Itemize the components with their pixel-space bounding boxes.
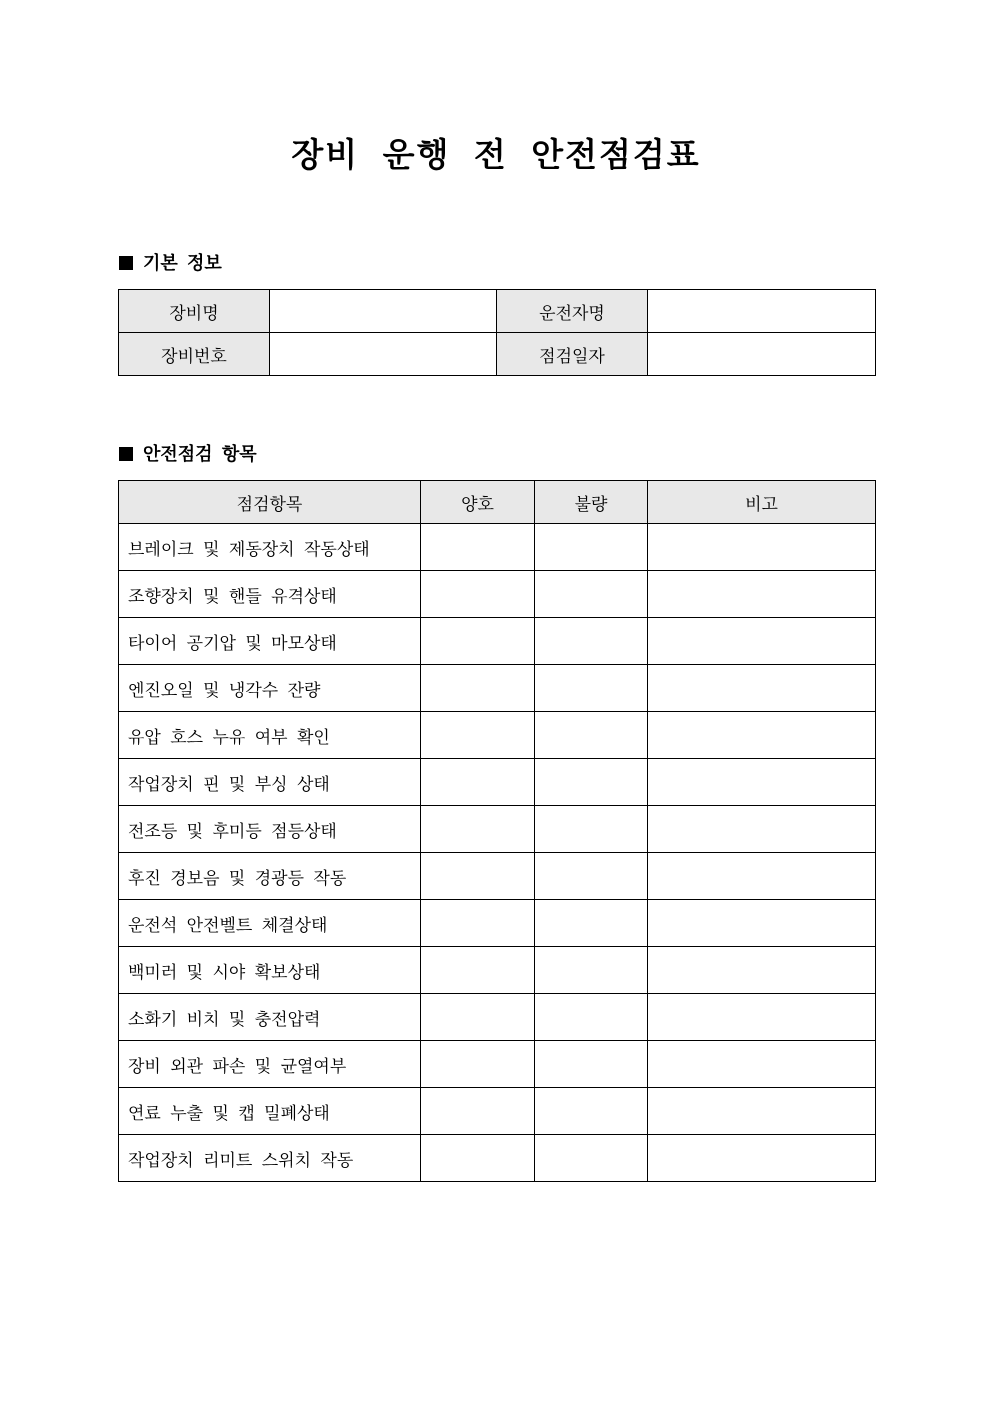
- good-cell[interactable]: [421, 1041, 535, 1088]
- bad-cell[interactable]: [535, 994, 648, 1041]
- remarks-cell[interactable]: [648, 853, 876, 900]
- bad-cell[interactable]: [535, 853, 648, 900]
- column-header-item: 점검항목: [119, 481, 421, 524]
- check-item-label: 소화기 비치 및 충전압력: [119, 994, 421, 1041]
- table-row: [119, 853, 876, 900]
- check-item-label: 백미러 및 시야 확보상태: [119, 947, 421, 994]
- table-row: [119, 1135, 876, 1182]
- driver-name-label: 운전자명: [497, 290, 648, 333]
- check-item-label: 작업장치 리미트 스위치 작동: [119, 1135, 421, 1182]
- check-item-label: 작업장치 핀 및 부싱 상태: [119, 759, 421, 806]
- safety-check-heading: [119, 443, 257, 467]
- bad-cell[interactable]: [535, 618, 648, 665]
- column-header-bad: 불량: [535, 481, 648, 524]
- remarks-cell[interactable]: [648, 712, 876, 759]
- good-cell[interactable]: [421, 665, 535, 712]
- good-cell[interactable]: [421, 994, 535, 1041]
- table-row: [119, 665, 876, 712]
- driver-name-field[interactable]: [648, 290, 876, 333]
- remarks-cell[interactable]: [648, 900, 876, 947]
- bad-cell[interactable]: [535, 900, 648, 947]
- check-item-label: 엔진오일 및 냉각수 잔량: [119, 665, 421, 712]
- table-row: [119, 712, 876, 759]
- check-item-label: 전조등 및 후미등 점등상태: [119, 806, 421, 853]
- bad-cell[interactable]: [535, 759, 648, 806]
- column-header-remarks: 비고: [648, 481, 876, 524]
- table-row: [119, 947, 876, 994]
- square-bullet-icon: [119, 256, 133, 270]
- remarks-cell[interactable]: [648, 524, 876, 571]
- check-item-label: 타이어 공기압 및 마모상태: [119, 618, 421, 665]
- table-row: [119, 994, 876, 1041]
- remarks-cell[interactable]: [648, 1135, 876, 1182]
- bad-cell[interactable]: [535, 1041, 648, 1088]
- remarks-cell[interactable]: [648, 618, 876, 665]
- remarks-cell[interactable]: [648, 665, 876, 712]
- safety-check-heading-text: 안전점검 항목: [143, 444, 257, 465]
- check-item-label: 운전석 안전벨트 체결상태: [119, 900, 421, 947]
- inspection-date-label: 점검일자: [497, 333, 648, 376]
- table-row: [119, 900, 876, 947]
- remarks-cell[interactable]: [648, 759, 876, 806]
- check-item-label: 브레이크 및 제동장치 작동상태: [119, 524, 421, 571]
- equipment-number-field[interactable]: [270, 333, 497, 376]
- square-bullet-icon: [119, 447, 133, 461]
- good-cell[interactable]: [421, 853, 535, 900]
- table-row: [119, 1041, 876, 1088]
- good-cell[interactable]: [421, 712, 535, 759]
- check-item-label: 장비 외관 파손 및 균열여부: [119, 1041, 421, 1088]
- table-header-row: [119, 481, 876, 524]
- good-cell[interactable]: [421, 947, 535, 994]
- good-cell[interactable]: [421, 618, 535, 665]
- bad-cell[interactable]: [535, 665, 648, 712]
- inspection-date-field[interactable]: [648, 333, 876, 376]
- bad-cell[interactable]: [535, 947, 648, 994]
- bad-cell[interactable]: [535, 1088, 648, 1135]
- check-item-label: 유압 호스 누유 여부 확인: [119, 712, 421, 759]
- basic-info-heading-text: 기본 정보: [143, 253, 222, 274]
- remarks-cell[interactable]: [648, 571, 876, 618]
- bad-cell[interactable]: [535, 524, 648, 571]
- remarks-cell[interactable]: [648, 947, 876, 994]
- basic-info-table: [118, 289, 876, 376]
- basic-info-heading: [119, 252, 222, 276]
- safety-check-table: [118, 480, 876, 1182]
- page-title: 장비 운행 전 안전점검표: [291, 135, 701, 174]
- table-row: [119, 618, 876, 665]
- equipment-name-label: 장비명: [119, 290, 270, 333]
- table-row: [119, 1088, 876, 1135]
- safety-check-body: [119, 524, 876, 1182]
- good-cell[interactable]: [421, 571, 535, 618]
- check-item-label: 후진 경보음 및 경광등 작동: [119, 853, 421, 900]
- remarks-cell[interactable]: [648, 1088, 876, 1135]
- table-row: [119, 759, 876, 806]
- remarks-cell[interactable]: [648, 994, 876, 1041]
- table-row: [119, 290, 876, 333]
- bad-cell[interactable]: [535, 1135, 648, 1182]
- good-cell[interactable]: [421, 524, 535, 571]
- bad-cell[interactable]: [535, 806, 648, 853]
- table-row: [119, 524, 876, 571]
- good-cell[interactable]: [421, 900, 535, 947]
- table-row: [119, 571, 876, 618]
- bad-cell[interactable]: [535, 712, 648, 759]
- check-item-label: 조향장치 및 핸들 유격상태: [119, 571, 421, 618]
- good-cell[interactable]: [421, 1135, 535, 1182]
- equipment-number-label: 장비번호: [119, 333, 270, 376]
- table-row: [119, 806, 876, 853]
- good-cell[interactable]: [421, 1088, 535, 1135]
- table-row: [119, 333, 876, 376]
- remarks-cell[interactable]: [648, 806, 876, 853]
- column-header-good: 양호: [421, 481, 535, 524]
- good-cell[interactable]: [421, 759, 535, 806]
- good-cell[interactable]: [421, 806, 535, 853]
- remarks-cell[interactable]: [648, 1041, 876, 1088]
- equipment-name-field[interactable]: [270, 290, 497, 333]
- check-item-label: 연료 누출 및 캡 밀폐상태: [119, 1088, 421, 1135]
- bad-cell[interactable]: [535, 571, 648, 618]
